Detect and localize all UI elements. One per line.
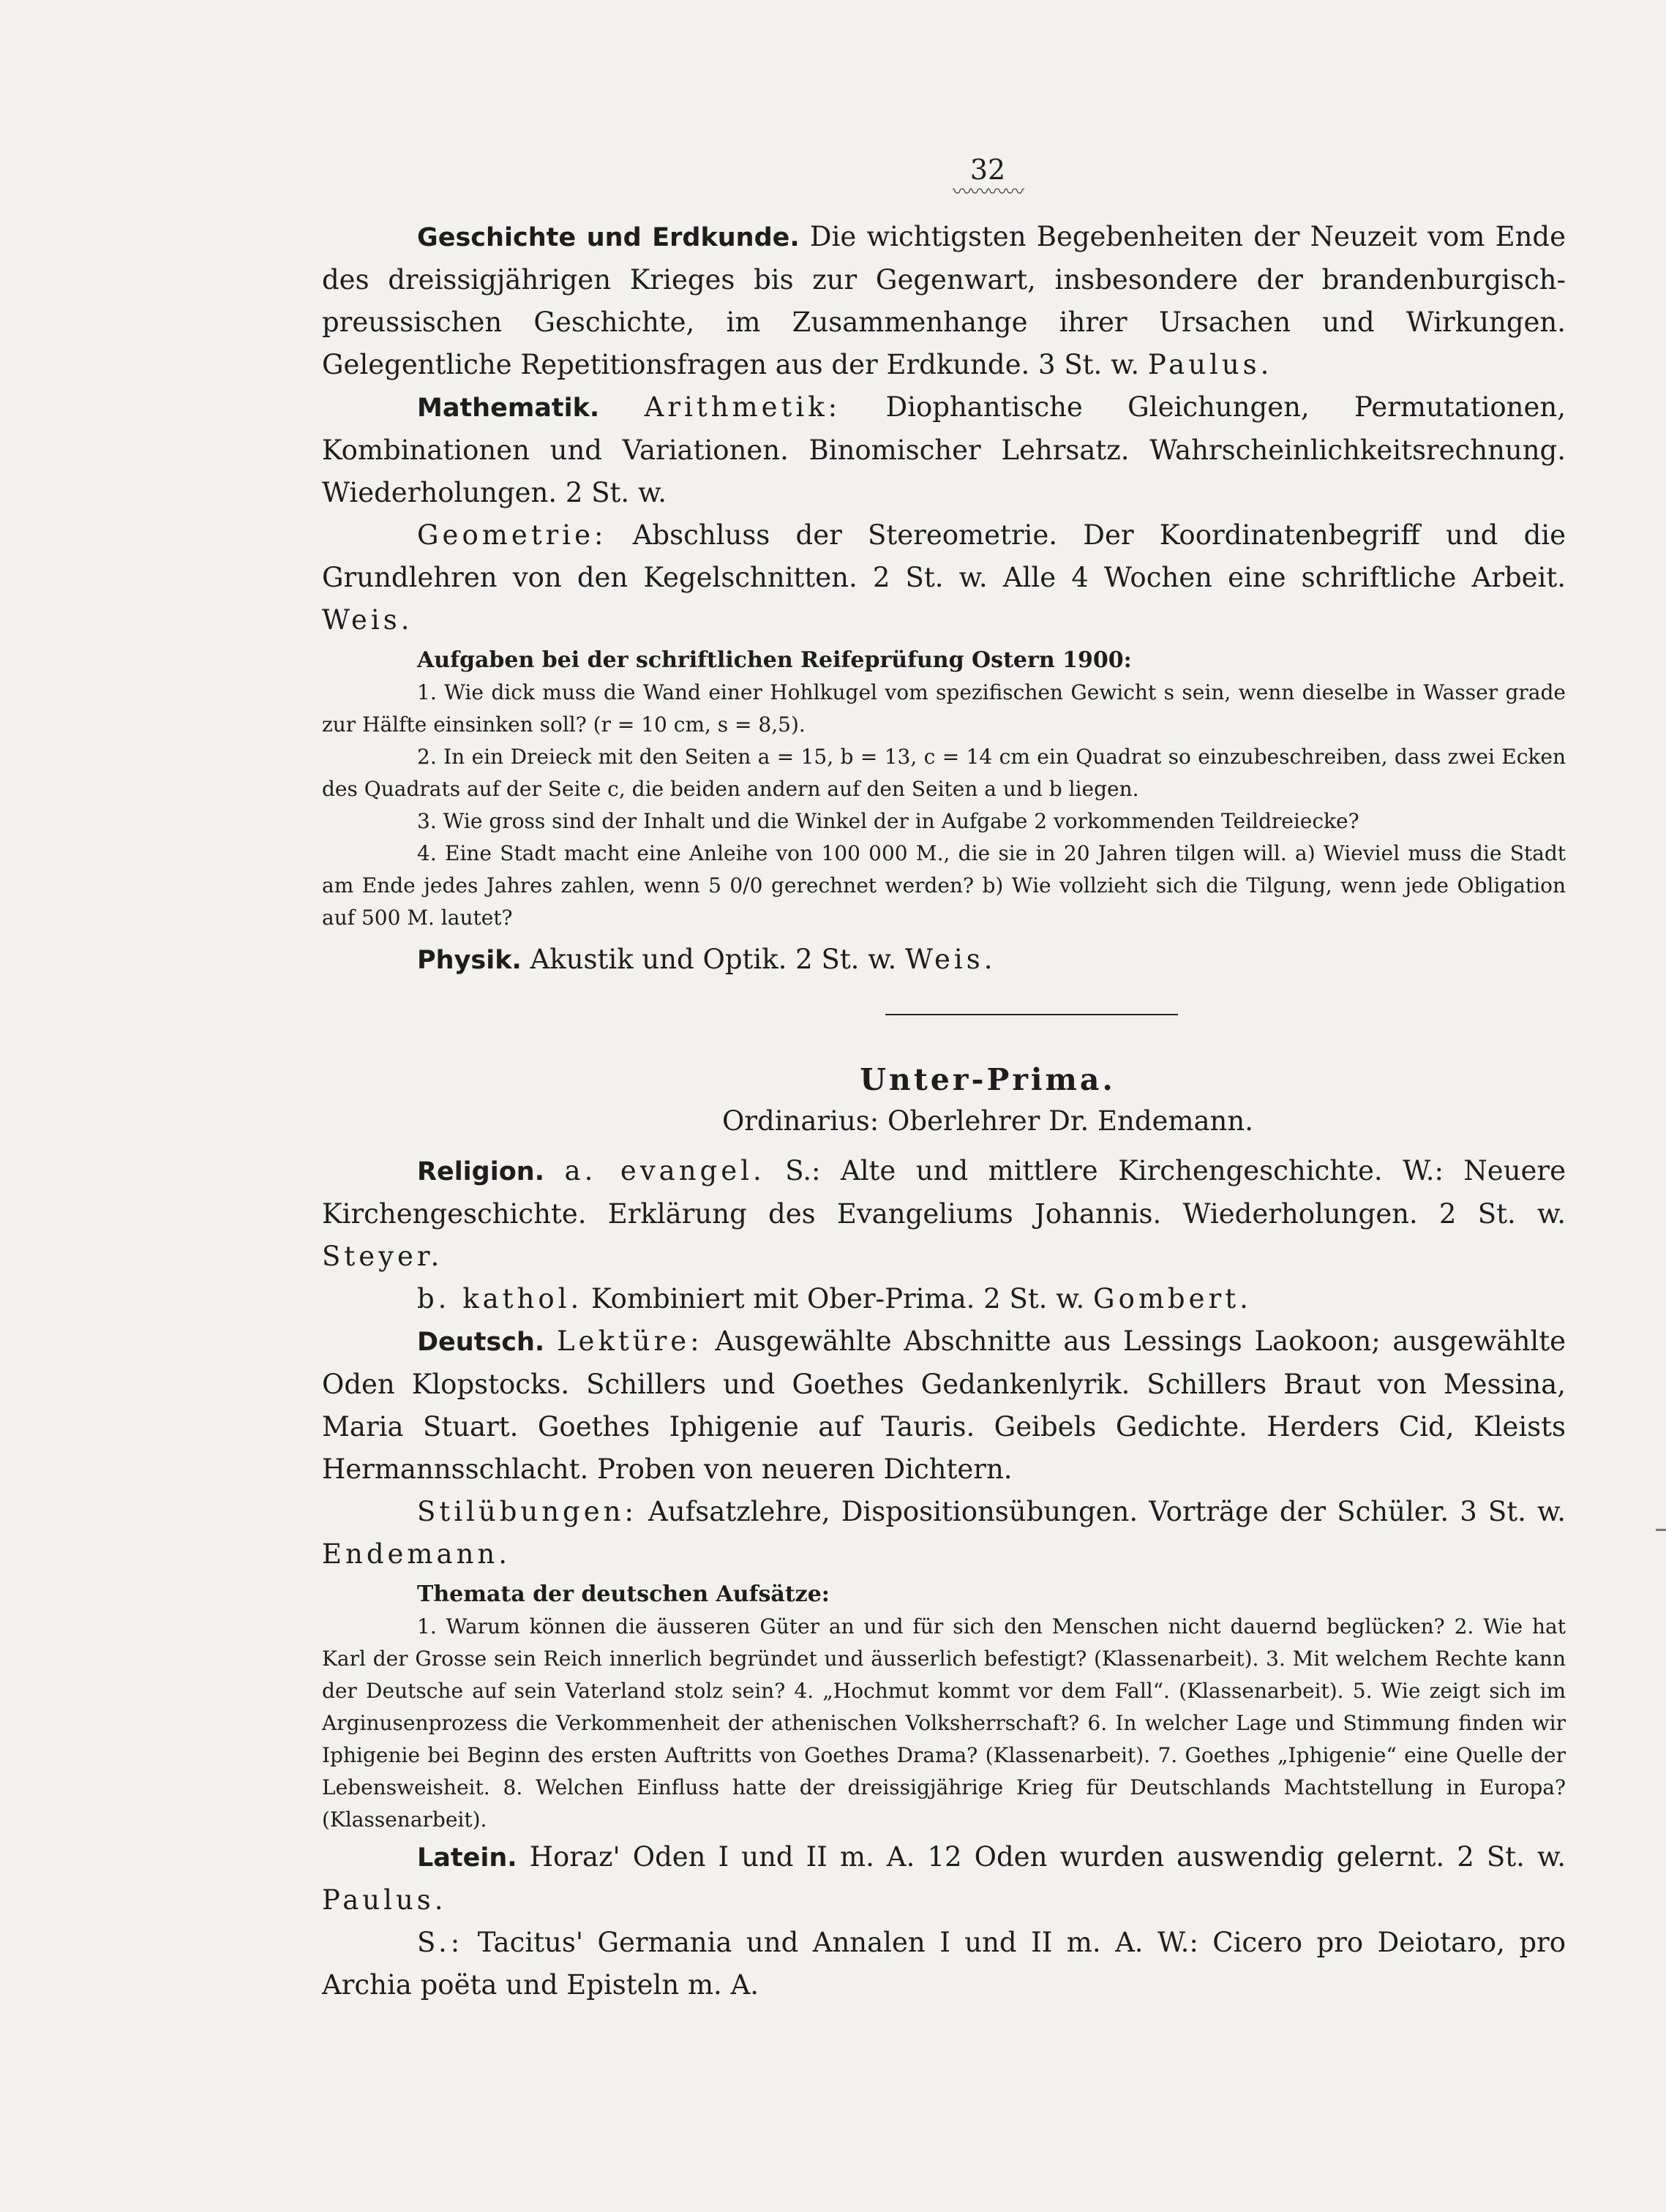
physik-text: Akustik und Optik. 2 St. w. <box>521 944 906 975</box>
geometrie-text: Abschluss der Stereometrie. Der Koordinatenbegriff und die Grundlehren von den Kegelschnitten. 2 St. w. Alle 4 Wochen eine schriftliche Arbeit. <box>322 519 1566 593</box>
unter-prima-title: Unter-Prima. <box>860 1062 1116 1097</box>
aufgabe-item: 4. Eine Stadt macht eine Anleihe von 100 000 M., die sie in 20 Jahren tilgen will. a) Wieviel muss die Stadt am Ende jedes Jahres zahlen, wenn 5 0/0 gerechnet werden? b) Wie vollzieht sich die Tilgung, wenn jede Obligation auf 500 M. lautet? <box>322 841 1566 930</box>
deutsch-heading: Deutsch. <box>417 1328 545 1357</box>
deutsch-teacher: Endemann. <box>322 1538 511 1570</box>
physik-heading: Physik. <box>417 946 522 975</box>
mathematik-paragraph <box>322 386 1566 514</box>
latein-s-label: S.: <box>417 1927 464 1958</box>
kathol-label: b. kathol. <box>417 1283 583 1314</box>
physik-paragraph <box>322 938 1566 982</box>
ordinarius-line: Ordinarius: Oberlehrer Dr. Endemann. <box>722 1105 1253 1137</box>
geschichte-paragraph <box>322 216 1566 386</box>
geschichte-teacher: Paulus. <box>1147 349 1273 380</box>
lektuere-text: Ausgewählte Abschnitte aus Lessings Laokoon; ausgewählte Oden Klopstocks. Schillers und Goethes Gedankenlyrik. Schillers Braut von Messina, Maria Stuart. Goethes Iphigenie auf Tauris. Geibels Gedichte. Herders Cid, Kleists Hermannsschlacht. Proben von neueren Dichtern. <box>322 1325 1566 1485</box>
arithmetik-text: Diophantische Gleichungen, Permutationen, Kombinationen und Variationen. Binomischer Lehrsatz. Wahrscheinlichkeitsrechnung. Wiederholungen. 2 St. w. <box>322 391 1566 508</box>
geometrie-label: Geometrie: <box>417 519 607 551</box>
latein-teacher: Paulus. <box>322 1884 447 1916</box>
geschichte-text: Die wichtigsten Begebenheiten der Neuzeit vom Ende des dreissigjährigen Krieges bis zur Gegenwart, insbesondere der brandenburgisch-preussischen Geschichte, im Zusammenhange ihrer Ursachen und Wirkungen. Gelegentliche Repetitionsfragen aus der Erdkunde. 3 St. w. <box>322 221 1566 380</box>
themata-text: 1. Warum können die äusseren Güter an und für sich den Menschen nicht dauernd beglücken? 2. Wie hat Karl der Grosse sein Reich innerlich begründet und äusserlich befestigt? (Klassenarbeit). 3. Mit welchem Rechte kann der Deutsche auf sein Vaterland stolz sein? 4. „Hochmut kommt vor dem Fall“. (Klassenarbeit). 5. Wie zeigt sich im Arginusenprozess die Verkommenheit der athenischen Volksherrschaft? 6. In welcher Lage und Stimmung finden wir Iphigenie bei Beginn des ersten Auftritts von Goethes Drama? (Klassenarbeit). 7. Goethes „Iphigenie“ eine Quelle der Lebensweisheit. 8. Welchen Einfluss hatte der dreissigjährige Krieg für Deutschlands Machtstellung in Europa? (Klassenarbeit). <box>322 1614 1566 1832</box>
religion-heading: Religion. <box>417 1157 544 1186</box>
aufgabe-item: 2. In ein Dreieck mit den Seiten a = 15, b = 13, c = 14 cm ein Quadrat so einzubeschreiben, dass zwei Ecken des Quadrats auf der Seite c, die beiden andern auf den Seiten a und b liegen. <box>322 745 1566 801</box>
latein-paragraph <box>322 1836 1566 1922</box>
religion-paragraph <box>322 1150 1566 1278</box>
latein-text: Horaz' Oden I und II m. A. 12 Oden wurden auswendig gelernt. 2 St. w. <box>517 1841 1566 1873</box>
kathol-teacher: Gombert. <box>1093 1283 1252 1314</box>
evangel-text: S.: Alte und mittlere Kirchengeschichte. W.: Neuere Kirchengeschichte. Erklärung des Evangeliums Johannis. Wiederholungen. 2 St. w. <box>322 1155 1566 1230</box>
document-page <box>322 154 1566 2006</box>
lektuere-label: Lektüre: <box>556 1325 703 1357</box>
kathol-text: Kombiniert mit Ober-Prima. 2 St. w. <box>582 1283 1094 1314</box>
latein-s-paragraph <box>322 1922 1566 2006</box>
page-number-ornament: 〰〰〰〰 <box>952 181 1023 203</box>
aufgabe-item: 3. Wie gross sind der Inhalt und die Winkel der in Aufgabe 2 vorkommenden Teildreiecke? <box>417 809 1359 833</box>
latein-heading: Latein. <box>417 1843 517 1873</box>
stiluebungen-label: Stilübungen: <box>417 1496 637 1527</box>
latein-s-text: Tacitus' Germania und Annalen I und II m. A. W.: Cicero pro Deiotaro, pro Archia poëta und Episteln m. A. <box>322 1927 1566 2001</box>
physik-teacher: Weis. <box>905 944 997 975</box>
aufgaben-heading: Aufgaben bei der schriftlichen Reifeprüfung Ostern 1900: <box>417 647 1132 673</box>
mathematik-heading: Mathematik. <box>417 394 600 423</box>
arithmetik-label: Arithmetik: <box>644 391 841 423</box>
evangel-teacher: Steyer. <box>322 1241 443 1272</box>
geschichte-heading: Geschichte und Erdkunde. <box>417 223 800 252</box>
evangel-label: a. evangel. <box>564 1155 765 1186</box>
mathematik-teacher: Weis. <box>322 604 413 636</box>
section-divider <box>885 1014 1178 1015</box>
stiluebungen-paragraph <box>322 1491 1566 1576</box>
page-number: 32 <box>969 154 1006 186</box>
stiluebungen-text: Aufsatzlehre, Dispositionsübungen. Vorträge der Schüler. 3 St. w. <box>637 1496 1566 1527</box>
edge-mark <box>1656 1529 1666 1531</box>
aufgabe-item: 1. Wie dick muss die Wand einer Hohlkugel vom spezifischen Gewicht s sein, wenn dieselbe in Wasser grade zur Hälfte einsinken soll? (r = 10 cm, s = 8,5). <box>322 680 1566 737</box>
geometrie-paragraph <box>322 514 1566 642</box>
kathol-paragraph <box>322 1278 1566 1320</box>
deutsch-paragraph <box>322 1320 1566 1491</box>
themata-heading: Themata der deutschen Aufsätze: <box>417 1581 830 1607</box>
